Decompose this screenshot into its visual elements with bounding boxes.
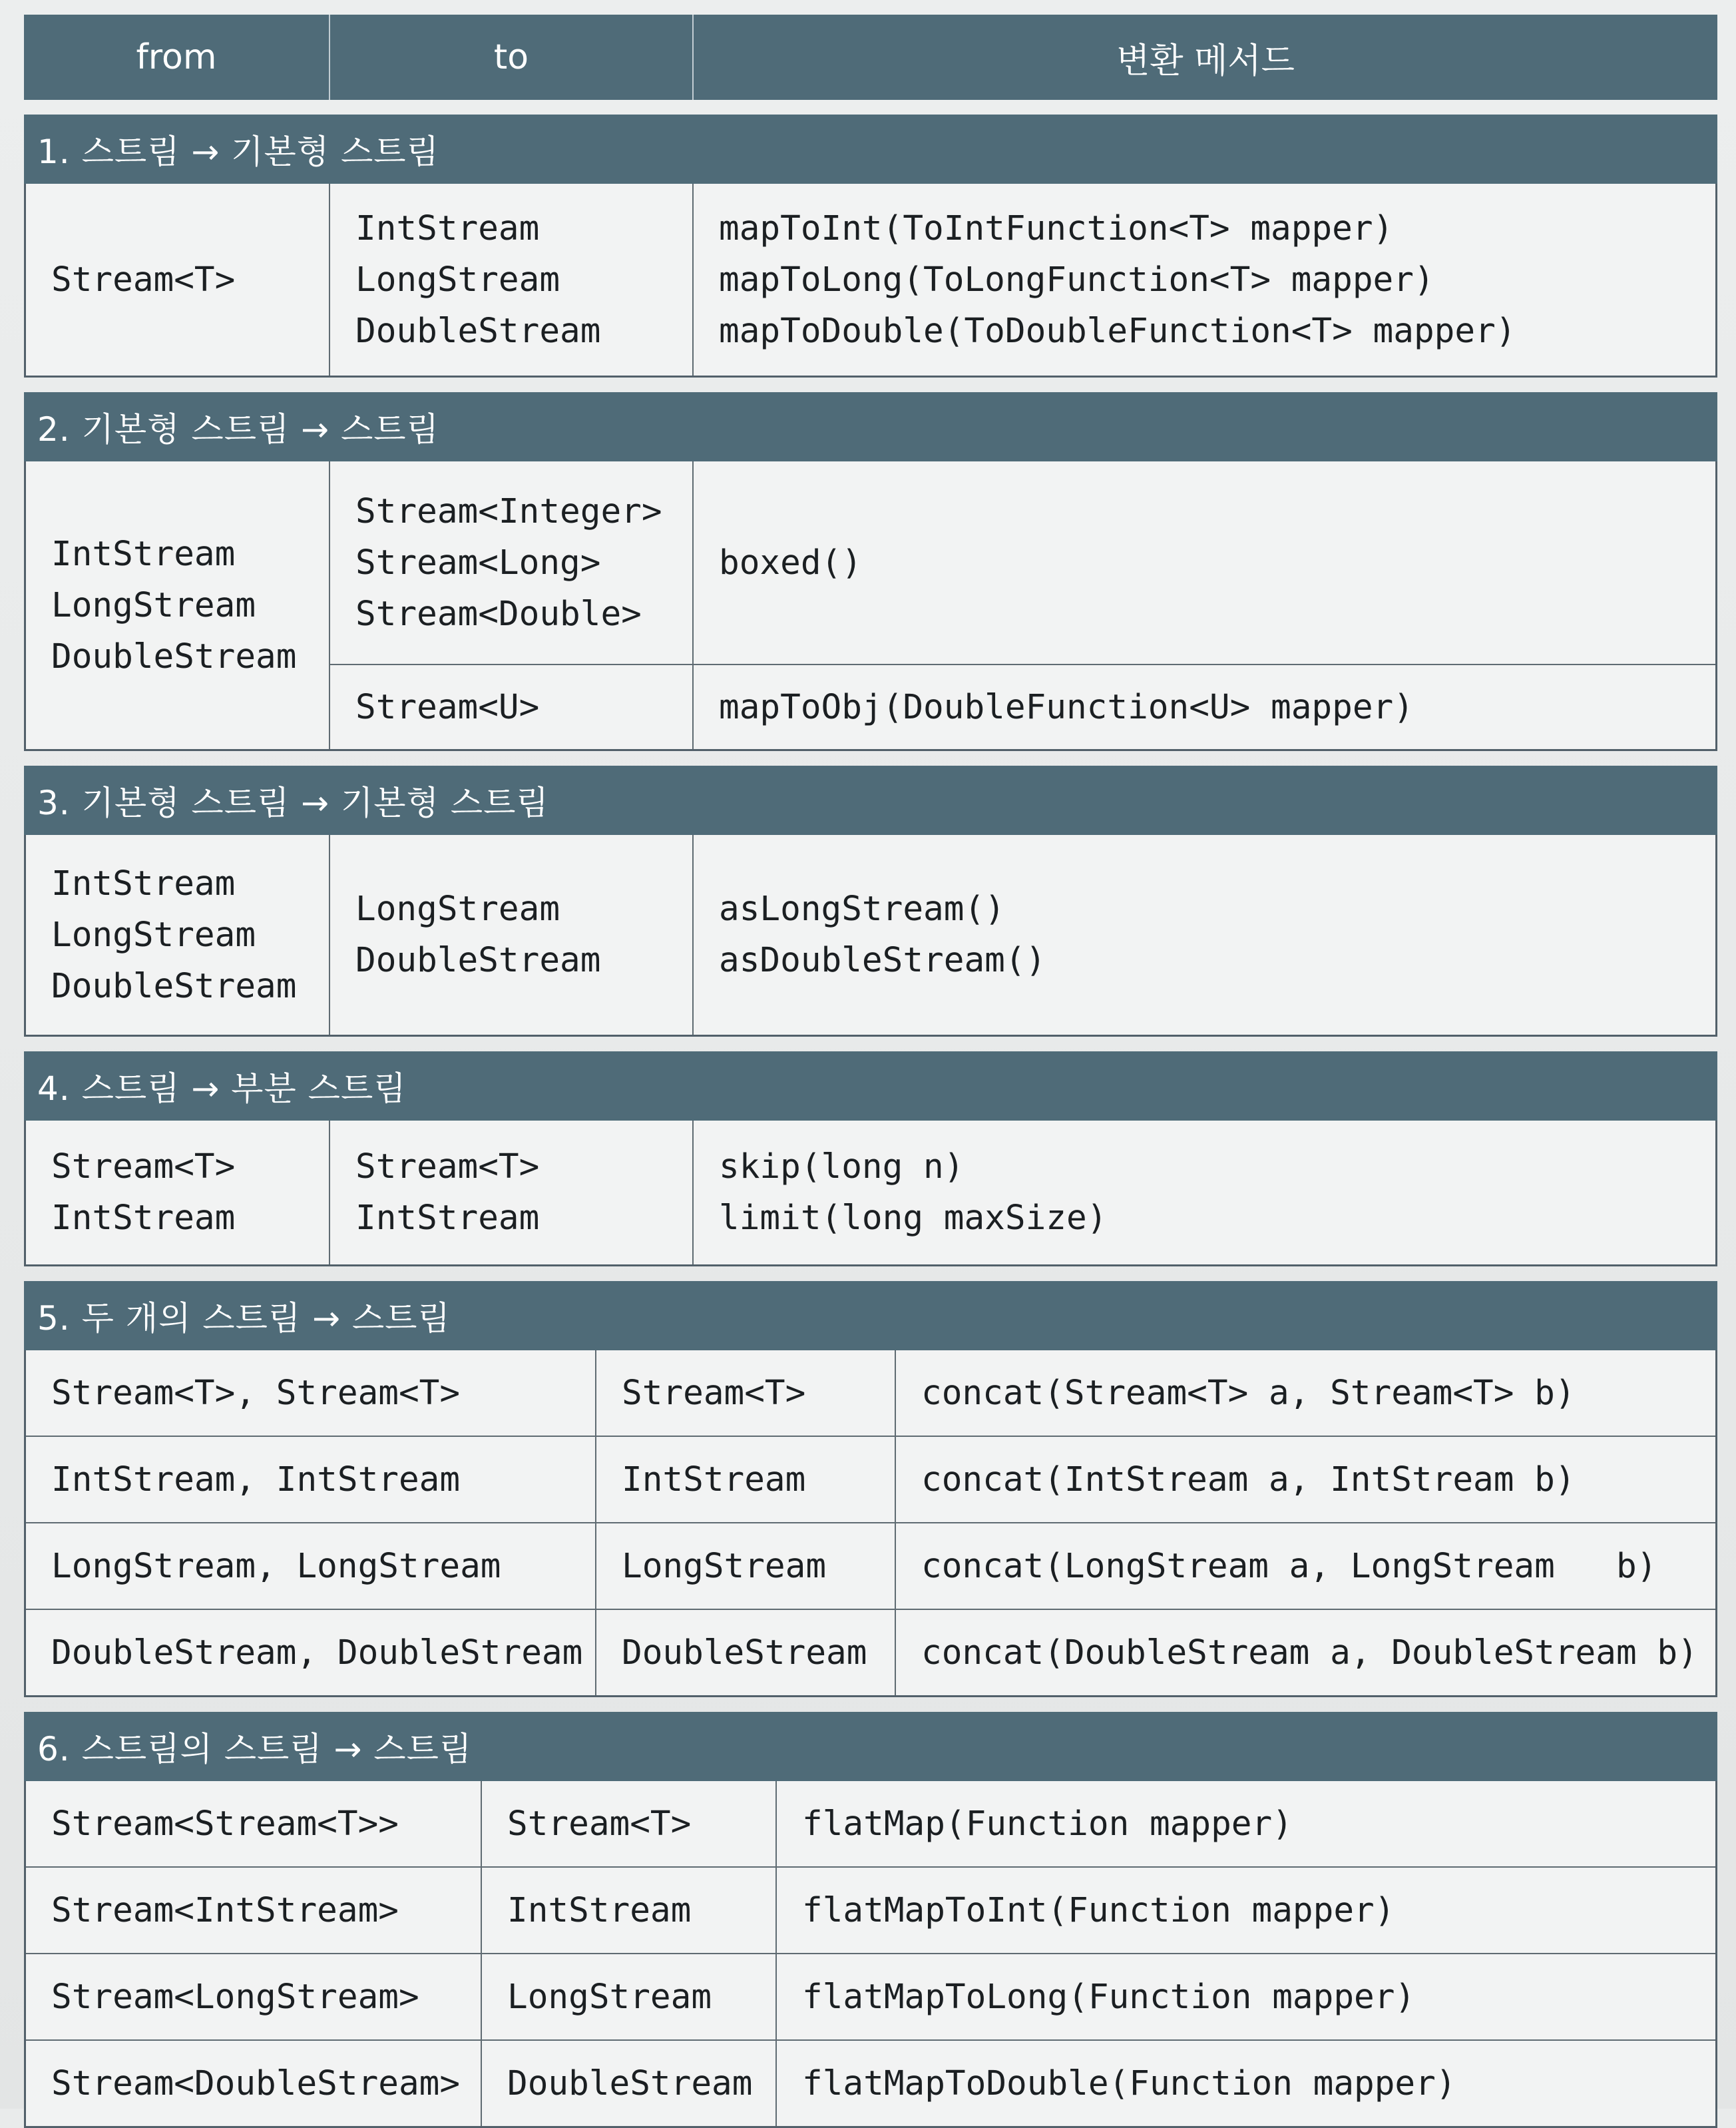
to-cell: LongStream bbox=[596, 1523, 896, 1610]
section-1 bbox=[24, 115, 1717, 378]
to-text: Stream<U> bbox=[355, 687, 540, 727]
section-grid bbox=[26, 1121, 1715, 1264]
section-title: 3. 기본형 스트림 → 기본형 스트림 bbox=[24, 766, 1717, 835]
from-text: LongStream bbox=[51, 915, 256, 955]
from-cell: DoubleStream, DoubleStream bbox=[26, 1610, 596, 1695]
to-cell bbox=[330, 461, 694, 665]
to-text: Stream<Long> bbox=[355, 543, 601, 583]
section-grid bbox=[26, 835, 1715, 1035]
section-4 bbox=[24, 1051, 1717, 1266]
to-text: DoubleStream bbox=[355, 311, 601, 351]
section-body bbox=[24, 1350, 1717, 1697]
method-cell: flatMap(Function mapper) bbox=[777, 1781, 1715, 1868]
to-cell bbox=[330, 665, 694, 749]
method-cell bbox=[694, 835, 1715, 1035]
to-cell: LongStream bbox=[482, 1954, 777, 2041]
from-cell bbox=[26, 461, 330, 749]
from-cell: IntStream, IntStream bbox=[26, 1437, 596, 1523]
from-text: IntStream bbox=[51, 1198, 236, 1238]
from-text: IntStream bbox=[51, 534, 236, 574]
to-text: Stream<Double> bbox=[355, 594, 642, 634]
method-text: asLongStream() bbox=[719, 890, 1005, 929]
section-title: 1. 스트림 → 기본형 스트림 bbox=[24, 115, 1717, 184]
to-cell: IntStream bbox=[482, 1868, 777, 1954]
from-cell bbox=[26, 184, 330, 376]
section-body bbox=[24, 1121, 1717, 1266]
section-title: 2. 기본형 스트림 → 스트림 bbox=[24, 392, 1717, 461]
section-grid bbox=[26, 1350, 1715, 1695]
method-cell bbox=[694, 1121, 1715, 1264]
method-cell bbox=[694, 665, 1715, 749]
from-text: Stream<T> bbox=[51, 1147, 236, 1187]
section-title: 6. 스트림의 스트림 → 스트림 bbox=[24, 1712, 1717, 1781]
method-cell: concat(DoubleStream a, DoubleStream b) bbox=[921, 1633, 1698, 1673]
from-text: LongStream bbox=[51, 585, 256, 625]
section-6 bbox=[24, 1712, 1717, 2128]
from-text: DoubleStream bbox=[51, 966, 297, 1006]
section-2 bbox=[24, 392, 1717, 751]
to-text: Stream<Integer> bbox=[355, 491, 662, 531]
header-method: 변환 메서드 bbox=[1116, 41, 1295, 81]
method-cell: concat(LongStream a, LongStream b) bbox=[896, 1523, 1715, 1610]
from-cell: Stream<IntStream> bbox=[26, 1868, 482, 1954]
to-cell: DoubleStream bbox=[596, 1610, 896, 1695]
section-body bbox=[24, 461, 1717, 751]
method-cell bbox=[694, 461, 1715, 665]
method-text: mapToLong(ToLongFunction<T> mapper) bbox=[719, 260, 1434, 300]
method-text: mapToInt(ToIntFunction<T> mapper) bbox=[719, 208, 1394, 248]
to-cell: IntStream bbox=[596, 1437, 896, 1523]
method-cell bbox=[694, 184, 1715, 376]
table-header bbox=[24, 15, 1717, 100]
method-text: boxed() bbox=[719, 543, 862, 583]
to-cell bbox=[330, 184, 694, 376]
from-text: IntStream bbox=[51, 864, 236, 904]
conversion-table bbox=[24, 15, 1717, 2128]
section-body bbox=[24, 184, 1717, 378]
method-text: limit(long maxSize) bbox=[719, 1198, 1108, 1238]
from-cell: Stream<Stream<T>> bbox=[26, 1781, 482, 1868]
to-cell bbox=[330, 1121, 694, 1264]
from-text: Stream<T> bbox=[51, 260, 236, 300]
method-cell: flatMapToDouble(Function mapper) bbox=[802, 2063, 1456, 2103]
section-body bbox=[24, 835, 1717, 1037]
to-text: IntStream bbox=[355, 208, 540, 248]
to-text: LongStream bbox=[355, 260, 560, 300]
section-grid bbox=[26, 184, 1715, 376]
section-title: 5. 두 개의 스트림 → 스트림 bbox=[24, 1281, 1717, 1350]
to-cell: Stream<T> bbox=[482, 1781, 777, 1868]
from-cell: Stream<T>, Stream<T> bbox=[26, 1350, 596, 1437]
section-body bbox=[24, 1781, 1717, 2128]
section-grid bbox=[26, 1781, 1715, 2126]
to-cell: DoubleStream bbox=[482, 2041, 777, 2126]
to-text: IntStream bbox=[355, 1198, 540, 1238]
from-cell bbox=[26, 835, 330, 1035]
method-text: mapToObj(DoubleFunction<U> mapper) bbox=[719, 687, 1414, 727]
method-cell: flatMapToLong(Function mapper) bbox=[777, 1954, 1715, 2041]
to-cell: Stream<T> bbox=[596, 1350, 896, 1437]
to-text: DoubleStream bbox=[355, 941, 601, 980]
method-cell: concat(Stream<T> a, Stream<T> b) bbox=[896, 1350, 1715, 1437]
to-cell bbox=[330, 835, 694, 1035]
method-text: mapToDouble(ToDoubleFunction<T> mapper) bbox=[719, 311, 1516, 351]
from-cell: Stream<LongStream> bbox=[26, 1954, 482, 2041]
method-cell: concat(IntStream a, IntStream b) bbox=[896, 1437, 1715, 1523]
from-cell bbox=[26, 1121, 330, 1264]
to-text: LongStream bbox=[355, 890, 560, 929]
from-text: DoubleStream bbox=[51, 637, 297, 676]
header-to: to bbox=[330, 15, 694, 100]
from-cell: LongStream, LongStream bbox=[26, 1523, 596, 1610]
from-cell: Stream<DoubleStream> bbox=[26, 2041, 482, 2126]
to-text: Stream<T> bbox=[355, 1147, 540, 1187]
method-cell: flatMapToInt(Function mapper) bbox=[777, 1868, 1715, 1954]
method-text: skip(long n) bbox=[719, 1147, 965, 1187]
header-from: from bbox=[24, 15, 330, 100]
section-grid bbox=[26, 461, 1715, 749]
section-title: 4. 스트림 → 부분 스트림 bbox=[24, 1051, 1717, 1121]
section-3 bbox=[24, 766, 1717, 1037]
method-text: asDoubleStream() bbox=[719, 941, 1046, 980]
section-5 bbox=[24, 1281, 1717, 1697]
